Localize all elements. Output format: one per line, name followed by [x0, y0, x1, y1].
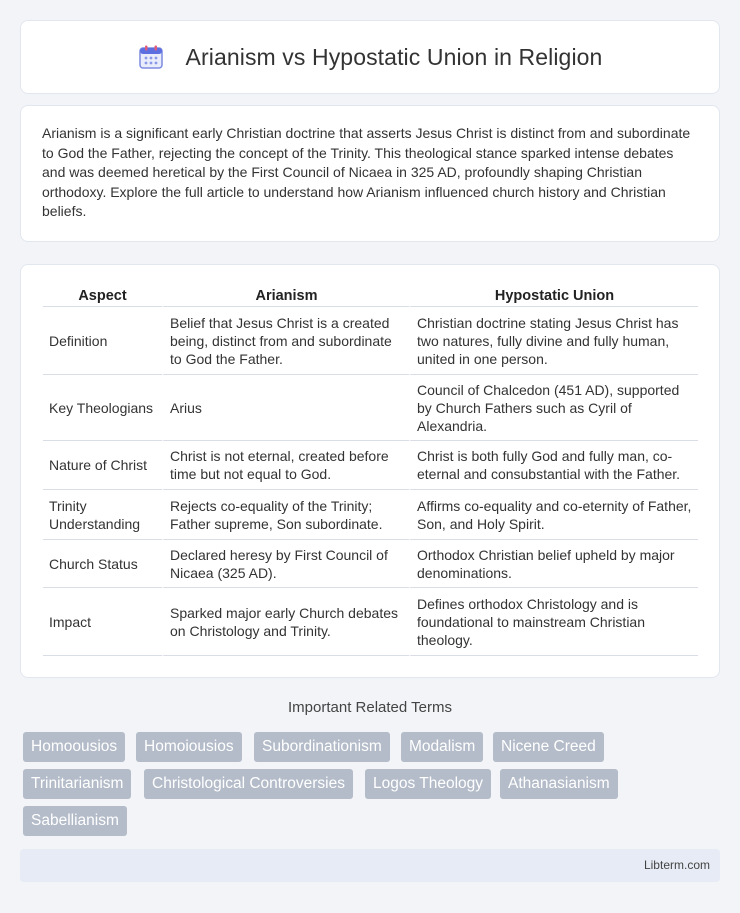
comparison-table — [43, 284, 698, 656]
table-cell-arianism: Rejects co-equality of the Trinity; Father supreme, Son subordinate. — [162, 490, 409, 540]
related-term-tag[interactable]: Homoiousios — [136, 732, 242, 762]
intro-text: Arianism is a significant early Christian doctrine that asserts Jesus Christ is distinct from and subordinate to God the Father, rejecting the concept of the Trinity. This theological stance sparked intense debates and was deemed heretical by the First Council of Nicaea in 325 AD, profoundly shaping Christian orthodoxy. Explore the full article to understand how Arianism influenced church history and Christian beliefs. — [42, 125, 691, 219]
table-cell-hypostatic-union: Affirms co-equality and co-eternity of Father, Son, and Holy Spirit. — [409, 490, 698, 540]
table-row — [43, 540, 698, 588]
table-cell-hypostatic-union: Council of Chalcedon (451 AD), supported by Church Fathers such as Cyril of Alexandria. — [409, 375, 698, 441]
related-term-tag[interactable]: Trinitarianism — [23, 769, 131, 799]
table-cell-hypostatic-union: Christ is both fully God and fully man, co-eternal and consubstantial with the Father. — [409, 441, 698, 490]
footer — [20, 849, 720, 882]
table-row — [43, 588, 698, 656]
table-cell-arianism: Belief that Jesus Christ is a created being, distinct from and subordinate to God the Father. — [162, 307, 409, 375]
table-row — [43, 441, 698, 490]
table-header-row — [43, 284, 698, 307]
column-header-arianism: Arianism — [162, 284, 409, 307]
table-row — [43, 375, 698, 441]
calendar-icon — [138, 44, 164, 70]
table-cell-aspect: Impact — [43, 588, 162, 656]
table-cell-arianism: Sparked major early Church debates on Christology and Trinity. — [162, 588, 409, 656]
column-header-hypostatic-union: Hypostatic Union — [409, 284, 698, 307]
related-term-tag[interactable]: Sabellianism — [23, 806, 127, 836]
related-term-tag[interactable]: Subordinationism — [254, 732, 390, 762]
related-term-tag[interactable]: Logos Theology — [365, 769, 491, 799]
related-term-tag[interactable]: Nicene Creed — [493, 732, 604, 762]
footer-brand[interactable]: Libterm.com — [643, 858, 710, 872]
table-cell-aspect: Definition — [43, 307, 162, 375]
related-term-tag[interactable]: Modalism — [401, 732, 483, 762]
column-header-aspect: Aspect — [43, 284, 162, 307]
table-cell-aspect: Nature of Christ — [43, 441, 162, 490]
table-cell-aspect: Church Status — [43, 540, 162, 588]
table-cell-aspect: Trinity Understanding — [43, 490, 162, 540]
intro-card — [20, 105, 720, 242]
header-card — [20, 20, 720, 94]
related-term-tag[interactable]: Athanasianism — [500, 769, 618, 799]
related-term-tag[interactable]: Homoousios — [23, 732, 125, 762]
table-cell-arianism: Arius — [162, 375, 409, 441]
page-title: Arianism vs Hypostatic Union in Religion — [185, 43, 603, 70]
table-cell-hypostatic-union: Christian doctrine stating Jesus Christ has two natures, fully divine and fully human, united in one person. — [409, 307, 698, 375]
related-terms-title: Important Related Terms — [288, 699, 452, 716]
table-row — [43, 307, 698, 375]
table-cell-hypostatic-union: Defines orthodox Christology and is foundational to mainstream Christian theology. — [409, 588, 698, 656]
related-term-tag[interactable]: Christological Controversies — [144, 769, 353, 799]
table-row — [43, 490, 698, 540]
comparison-table-card — [20, 264, 720, 678]
table-cell-aspect: Key Theologians — [43, 375, 162, 441]
table-cell-arianism: Declared heresy by First Council of Nicaea (325 AD). — [162, 540, 409, 588]
table-cell-hypostatic-union: Orthodox Christian belief upheld by major denominations. — [409, 540, 698, 588]
table-cell-arianism: Christ is not eternal, created before time but not equal to God. — [162, 441, 409, 490]
